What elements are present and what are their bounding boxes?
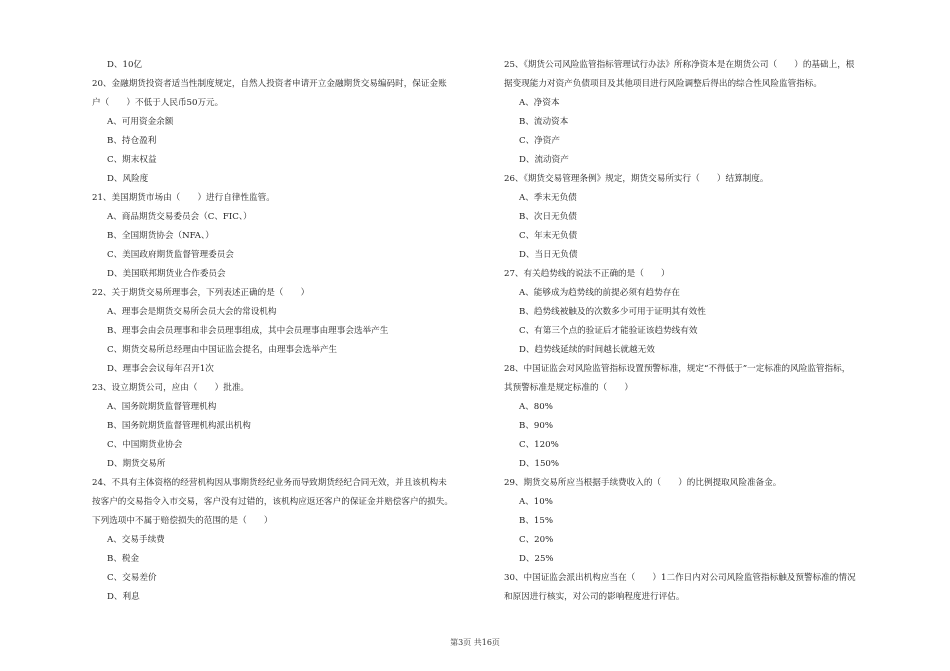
question-text: 23、设立期货公司，应由（ ）批准。: [92, 383, 250, 393]
answer-option: C、120%: [519, 440, 559, 450]
question-text: 26、《期货交易管理条例》规定，期货交易所实行（ ）结算制度。: [504, 174, 769, 184]
answer-option: D、趋势线延续的时间越长就越无效: [519, 345, 655, 355]
question-text: 22、关于期货交易所理事会，下列表述正确的是（ ）: [92, 288, 310, 298]
question-text: 29、期货交易所应当根据手续费收入的（ ）的比例提取风险准备金。: [504, 478, 782, 488]
answer-option: A、国务院期货监督管理机构: [107, 402, 217, 412]
answer-option: D、当日无负债: [519, 250, 578, 260]
answer-option: C、期货交易所总经理由中国证监会提名，由理事会选举产生: [107, 345, 338, 355]
answer-option: C、有第三个点的验证后才能验证该趋势线有效: [519, 326, 698, 336]
left-column: [92, 56, 492, 607]
question-text: 30、中国证监会派出机构应当在（ ）1二作日内对公司风险监管指标触及预警标准的情况: [504, 573, 856, 583]
answer-option: D、25%: [519, 554, 554, 564]
question-text: 按客户的交易指令入市交易，客户没有过错的，该机构应返还客户的保证金并赔偿客户的损失。: [92, 497, 453, 507]
answer-option: A、能够成为趋势线的前提必须有趋势存在: [519, 288, 680, 298]
answer-option: C、交易差价: [107, 573, 157, 583]
answer-option: A、商品期货交易委员会（C、FIC、）: [107, 212, 252, 222]
answer-option: B、税金: [107, 554, 140, 564]
question-text: 24、不具有主体资格的经营机构因从事期货经纪业务而导致期货经纪合同无效，并且该机构未: [92, 478, 447, 488]
question-text: 21、美国期货市场由（ ）进行自律性监管。: [92, 193, 275, 203]
answer-option: A、净资本: [519, 98, 560, 108]
answer-option: B、国务院期货监督管理机构派出机构: [107, 421, 251, 431]
answer-option: A、80%: [519, 402, 553, 412]
answer-option: B、90%: [519, 421, 554, 431]
question-text: 27、有关趋势线的说法不正确的是（ ）: [504, 269, 670, 279]
answer-option: A、10%: [519, 497, 553, 507]
answer-option: B、15%: [519, 516, 554, 526]
answer-option: B、持仓盈利: [107, 136, 157, 146]
answer-option: B、次日无负债: [519, 212, 577, 222]
answer-option: A、交易手续费: [107, 535, 165, 545]
question-text: 其预警标准是规定标准的（ ）: [504, 383, 633, 393]
answer-option: A、可用资金余额: [107, 117, 174, 127]
question-text: 20、金融期货投资者适当性制度规定，自然人投资者申请开立金融期货交易编码时，保证金账: [92, 79, 447, 89]
answer-option: D、风险度: [107, 174, 149, 184]
answer-option: C、20%: [519, 535, 554, 545]
answer-option: D、10亿: [107, 60, 143, 70]
answer-option: C、期末权益: [107, 155, 157, 165]
answer-option: C、年末无负债: [519, 231, 578, 241]
answer-option: D、流动资产: [519, 155, 569, 165]
answer-option: C、中国期货业协会: [107, 440, 183, 450]
answer-option: A、季末无负债: [519, 193, 577, 203]
question-text: 下列选项中不属于赔偿损失的范围的是（ ）: [92, 516, 273, 526]
answer-option: B、趋势线被触及的次数多少可用于证明其有效性: [519, 307, 706, 317]
answer-option: D、150%: [519, 459, 560, 469]
question-text: 28、中国证监会对风险监管指标设置预警标准，规定“不得低于”一定标准的风险监管指标，: [504, 364, 851, 374]
answer-option: D、理事会会议每年召开1次: [107, 364, 214, 374]
answer-option: B、理事会由会员理事和非会员理事组成，其中会员理事由理事会选举产生: [107, 326, 389, 336]
page-footer: 第3页 共16页: [450, 638, 500, 647]
right-column: [504, 56, 914, 607]
answer-option: C、美国政府期货监督管理委员会: [107, 250, 234, 260]
question-text: 户（ ）不低于人民币50万元。: [92, 98, 224, 108]
question-text: 据变现能力对资产负债项目及其他项目进行风险调整后得出的综合性风险监管指标。: [504, 79, 822, 89]
question-text: 和原因进行核实，对公司的影响程度进行评估。: [504, 592, 685, 602]
answer-option: B、流动资本: [519, 117, 569, 127]
answer-option: D、美国联邦期货业合作委员会: [107, 269, 226, 279]
answer-option: D、利息: [107, 592, 140, 602]
question-text: 25、《期货公司风险监管指标管理试行办法》所称净资本是在期货公司（ ）的基础上，根: [504, 60, 855, 70]
answer-option: B、全国期货协会（NFA、）: [107, 231, 214, 241]
answer-option: A、理事会是期货交易所会员大会的常设机构: [107, 307, 277, 317]
answer-option: C、净资产: [519, 136, 560, 146]
answer-option: D、期货交易所: [107, 459, 166, 469]
